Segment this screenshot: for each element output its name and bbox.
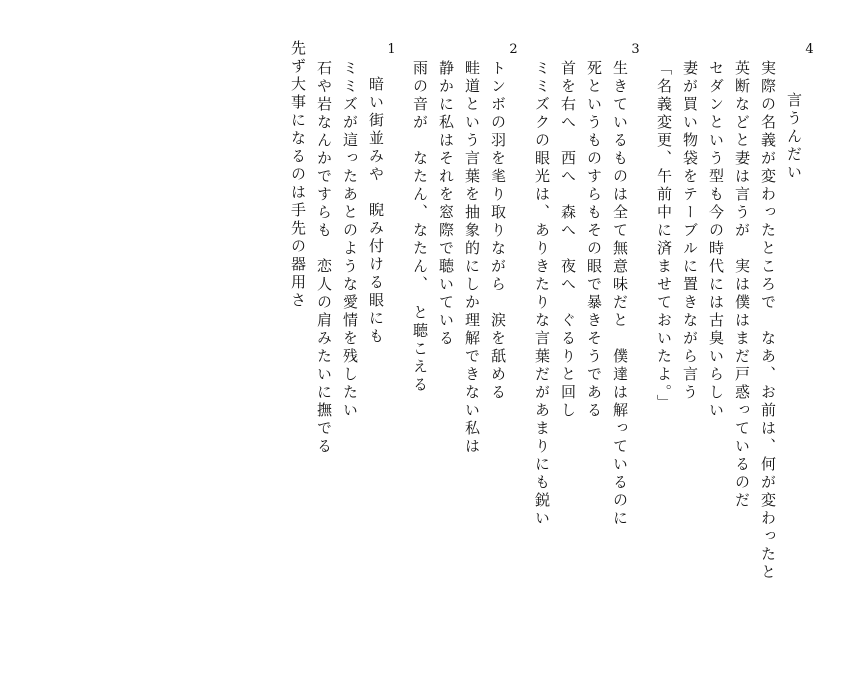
stanza-number: 4 — [802, 42, 817, 57]
poem-line: 生きているものは全て無意味だと 僕達は解っているのに — [611, 60, 629, 528]
poem-line: 首を右へ 西へ 森へ 夜へ ぐるりと回し — [559, 60, 577, 420]
poem-line: 先ず大事になるのは手先の器用さ — [289, 40, 307, 310]
stanza-2 — [412, 40, 520, 456]
poem-line: ミミズクの眼光は、ありきたりな言葉だがあまりにも鋭い — [533, 60, 551, 528]
poem-line: 妻が買い物袋をテーブルに置きながら言う — [681, 60, 699, 402]
stanza-number: 1 — [384, 42, 399, 57]
stanza-4-lines — [656, 40, 801, 582]
poem-body — [290, 40, 816, 640]
poem-line: 雨の音が なたん、なたん、 と聴こえる — [411, 60, 429, 395]
poem-line: 石や岩なんかですらも 恋人の肩みたいに撫でる — [315, 60, 333, 456]
poem-line: 死というものすらもその眼で暴きそうである — [585, 60, 603, 420]
poem-line: 言うんだい — [785, 92, 803, 182]
poem-line: 静かに私はそれを窓際で聴いている — [437, 60, 455, 348]
stanza-3 — [534, 40, 642, 528]
poem-line: 暗い街並みや 睨み付ける眼にも — [367, 76, 385, 346]
poem-line: 畦道という言葉を抽象的にしか理解できない私は — [463, 60, 481, 456]
poem-line: 英断などと妻は言うが 実は僕はまだ戸惑っているのだ — [733, 60, 751, 510]
stanza-3-lines — [534, 40, 627, 528]
poem-line: 「名義変更、午前中に済ませておいたよ。」 — [655, 60, 673, 413]
stanza-number: 3 — [628, 42, 643, 57]
stanza-2-lines — [412, 40, 505, 456]
stanza-4 — [656, 40, 816, 582]
stanza-1-lines — [290, 40, 383, 456]
poem-line: セダンという型も今の時代には古臭いらしい — [707, 60, 725, 420]
stanza-number: 2 — [506, 42, 521, 57]
poem-line: 実際の名義が変わったところで なあ、お前は、何が変わったと — [759, 60, 777, 582]
poem-line: ミミズが這ったあとのような愛情を残したい — [341, 60, 359, 420]
stanza-1 — [290, 40, 398, 456]
poem-line: トンボの羽を毟り取りながら 涙を舐める — [489, 60, 507, 402]
